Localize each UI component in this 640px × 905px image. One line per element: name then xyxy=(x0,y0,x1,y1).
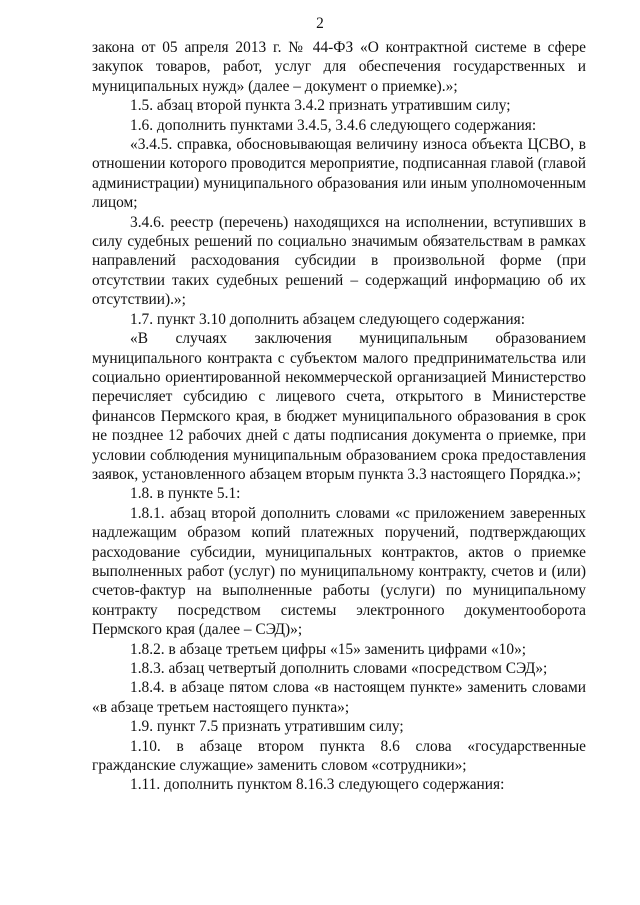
paragraph-item-1-8-3: 1.8.3. абзац четвертый дополнить словами «посредством СЭД»; xyxy=(130,660,548,677)
paragraph-item-1-8-4: 1.8.4. в абзаце пятом слова «в настоящем пункте» заменить словами «в абзаце третьем настоящего пункта»; xyxy=(92,679,586,716)
paragraph-item-3-4-5: «3.4.5. справка, обосновывающая величину износа объекта ЦСВО, в отношении которого проводится мероприятие, подписанная главой (главой администрации) муниципального образования или иным уполномоченным лицом; xyxy=(92,136,586,212)
paragraph-item-1-5: 1.5. абзац второй пункта 3.4.2 признать утратившим силу; xyxy=(130,97,511,115)
paragraph-item-1-10: 1.10. в абзаце втором пункта 8.6 слова «государственные гражданские служащие» заменить словом «сотрудники»; xyxy=(92,737,586,775)
paragraph-item-3-4-6: 3.4.6. реестр (перечень) находящихся на исполнении, вступивших в силу судебных решений по социально значимым обязательствам в рамках направлений расходования субсидии в произвольной форме (при отсутствии таких судебных решений – содержащий информацию об их отсутствии).»; xyxy=(92,213,586,309)
paragraph-item-1-11: 1.11. дополнить пунктом 8.16.3 следующего содержания: xyxy=(130,776,505,794)
page-number: 2 xyxy=(316,15,324,32)
paragraph-item-1-6: 1.6. дополнить пунктами 3.4.5, 3.4.6 следующего содержания: xyxy=(130,116,537,134)
paragraph-item-1-8-2: 1.8.2. в абзаце третьем цифры «15» заменить цифрами «10»; xyxy=(130,640,527,658)
paragraph-law-reference: закона от 05 апреля 2013 г. № 44-ФЗ «О контрактной системе в сфере закупок товаров, работ, услуг для обеспечения государственных и муниципальных нужд» (далее – документ о приемке).»; xyxy=(92,39,586,95)
paragraph-item-1-7: 1.7. пункт 3.10 дополнить абзацем следующего содержания: xyxy=(130,310,526,328)
paragraph-subsidy-transfer: «В случаях заключения муниципальным образованием муниципального контракта с субъектом малого предпринимательства или социально ориентированной некоммерческой организацией Министерство перечисляет субсидию с лицевого счета, открытого в Министерстве финансов Пермского края, в бюджет муниципального образования в срок не позднее 12 рабочих дней с даты подписания документа о приемке, при условии соблюдения муниципальным образованием срока предоставления заявок, установленного абзацем вторым пункта 3.3 настоящего Порядка.»; xyxy=(92,330,586,483)
paragraph-item-1-9: 1.9. пункт 7.5 признать утратившим силу; xyxy=(130,718,404,736)
document-body xyxy=(92,38,586,795)
paragraph-item-1-8-1: 1.8.1. абзац второй дополнить словами «с приложением заверенных надлежащим образом копий платежных поручений, подтверждающих расходование субсидии, муниципальных контрактов, актов о приемке выполненных работ (услуг) по муниципальному контракту, счетов и (или) счетов-фактур на выполненные работы (услуги) по муниципальному контракту посредством системы электронного документооборота Пермского края (далее – СЭД)»; xyxy=(92,504,586,639)
paragraph-item-1-8: 1.8. в пункте 5.1: xyxy=(130,485,241,503)
